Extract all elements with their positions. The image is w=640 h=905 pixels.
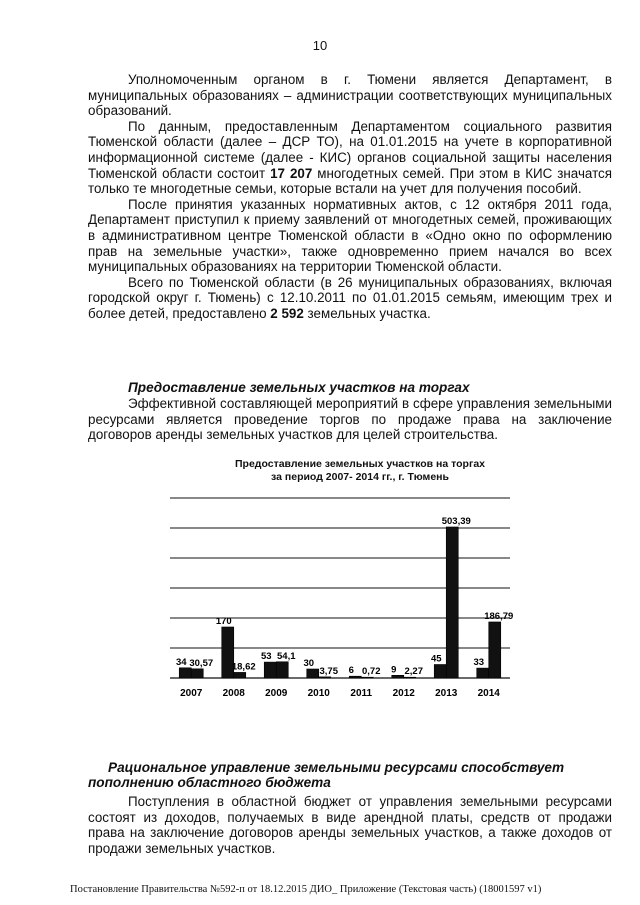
- bar: [264, 662, 276, 678]
- tick-label: 2014: [477, 688, 500, 699]
- tick-label: 2010: [307, 688, 330, 699]
- chart-title-block: [150, 458, 570, 484]
- paragraph-applications: После принятия указанных нормативных актов, с 12 октября 2011 года, Департамент приступил к приему заявлений от многодетных семей, проживающих в административном центре Тюменской области в «Одно окно по оформлению прав на земельные участки», также одновременно прием начался во всех муниципальных образованиях на территории Тюменской области.: [88, 196, 612, 275]
- section-heading-auctions: Предоставление земельных участков на торгах: [128, 380, 470, 395]
- bar: [434, 665, 446, 679]
- bar: [307, 669, 319, 678]
- data-label: 186,79: [484, 610, 514, 622]
- section-heading-budget: [88, 760, 612, 790]
- section-heading-budget-line1: Рациональное управление земельными ресурсами способствует: [108, 760, 565, 775]
- plots-count: 2 592: [270, 305, 304, 321]
- data-label: 30,57: [189, 657, 214, 669]
- bar: [392, 675, 404, 678]
- paragraph-total: Всего по Тюменской области (в 26 муниципальных образованиях, включая городской округ г. Тюмень) с 12.10.2011 по 01.01.2015 семьям, имеющим трех и более детей, предоставлено 2 592 земельных участка.: [88, 274, 612, 321]
- paragraph-budget: Поступления в областной бюджет от управления земельными ресурсами состоят из доходов, получаемых в виде арендной платы, средств от продажи права на заключение договоров аренды земельных участков, а также доходов от продажи земельных участков.: [88, 794, 612, 856]
- tick-label: 2009: [265, 688, 288, 699]
- data-label: 6: [348, 665, 354, 677]
- bar-chart: [150, 488, 530, 708]
- page-number: 10: [312, 38, 328, 53]
- families-count: 17 207: [270, 165, 313, 181]
- data-label: 54,1: [277, 650, 296, 662]
- paragraph-authority: Уполномоченным органом в г. Тюмени является Департамент, в муниципальных образованиях – администрации соответствующих муниципальных образований.: [88, 72, 612, 119]
- tick-label: 2012: [392, 688, 415, 699]
- bar: [489, 622, 501, 678]
- data-label: 2,27: [404, 666, 423, 678]
- tick-label: 2007: [180, 688, 203, 699]
- data-label: 3,75: [319, 665, 338, 677]
- bar: [234, 672, 246, 678]
- tick-label: 2011: [350, 688, 373, 699]
- bar: [319, 677, 331, 678]
- bar: [191, 669, 203, 678]
- bar: [404, 677, 416, 678]
- data-label: 0,72: [362, 666, 381, 678]
- body-text-top: [88, 72, 612, 322]
- paragraph-auctions: Эффективной составляющей мероприятий в сфере управления земельными ресурсами является проведение торгов по продаже права на заключение договоров аренды земельных участков для целей строительства.: [88, 396, 612, 443]
- chart-title: Предоставление земельных участков на торгах: [234, 458, 486, 470]
- tick-label: 2008: [222, 688, 245, 699]
- data-label: 18,62: [231, 661, 256, 673]
- body-text-auctions: [88, 396, 612, 443]
- bar: [477, 668, 489, 678]
- data-label: 503,39: [441, 515, 471, 527]
- data-label: 30: [303, 658, 315, 669]
- bar: [446, 527, 458, 678]
- data-label: 9: [391, 664, 397, 676]
- data-label: 34: [175, 656, 187, 668]
- data-label: 53: [260, 651, 272, 663]
- data-label: 45: [430, 653, 442, 665]
- footer: Постановление Правительства №592-п от 18.12.2015 ДИО_ Приложение (Текстовая часть) (18001597 v1): [70, 884, 542, 895]
- tick-label: 2013: [435, 688, 458, 699]
- bar: [179, 668, 191, 678]
- bar: [361, 677, 373, 678]
- paragraph-kis: По данным, предоставленным Департаментом социального развития Тюменской области (далее – ДСР ТО), на 01.01.2015 на учете в корпоративной информационной системе (далее - КИС) органов социальной защиты населения Тюменской области состоит 17 207 многодетных семей. При этом в КИС значатся только те многодетные семьи, которые встали на учет для получения пособий.: [88, 118, 613, 197]
- data-label: 170: [215, 616, 232, 627]
- bar: [349, 676, 361, 678]
- body-text-budget: [88, 794, 612, 856]
- section-heading-budget-line2: пополнению областного бюджета: [88, 775, 331, 790]
- chart-subtitle: за период 2007- 2014 гг., г. Тюмень: [271, 471, 449, 483]
- data-label: 33: [473, 657, 485, 669]
- bar: [276, 662, 288, 678]
